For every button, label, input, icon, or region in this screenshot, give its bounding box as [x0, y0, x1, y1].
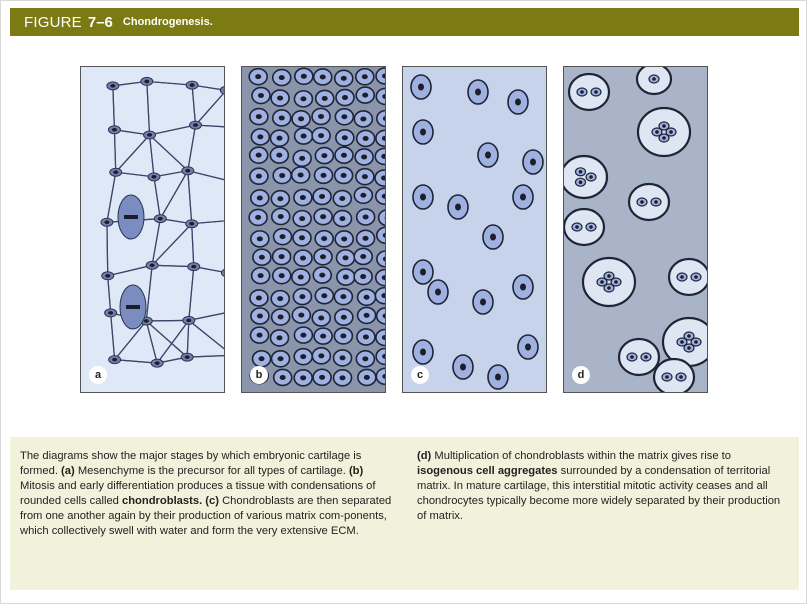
- isogenous-group: [654, 359, 694, 392]
- panel-b-illustration: [242, 67, 385, 392]
- figure-label: FIGURE: [24, 13, 82, 31]
- panel-a-illustration: [81, 67, 224, 392]
- isogenous-group: [569, 74, 609, 110]
- caption-text: surrounded by a condensation of territorial matrix. In mature cartilage, this interstitial mitotic activity ceases and all chondrocytes typically become more widely separated by their production of matrix.: [417, 465, 781, 522]
- isogenous-group: [629, 184, 669, 220]
- panel-c: [402, 66, 547, 393]
- figure-title: Chondrogenesis.: [122, 16, 213, 28]
- caption-text: Mitosis and early differentiation produces a tissue with condensations of rounded cells called: [20, 480, 376, 507]
- panel-b-label: b: [250, 366, 268, 384]
- chondroblast: [379, 210, 385, 226]
- figure-number: 7–6: [87, 13, 113, 31]
- mesenchymal-cell: [220, 86, 224, 94]
- caption-bold: (a): [61, 465, 75, 477]
- isogenous-group: [564, 209, 604, 245]
- caption-bold: (b): [348, 465, 364, 477]
- caption-right-column: [417, 449, 783, 524]
- caption-bold: (c): [205, 495, 219, 507]
- isogenous-group: [619, 339, 659, 375]
- panel-c-illustration: [403, 67, 546, 392]
- panel-a: [80, 66, 225, 393]
- caption-text: Mesenchyme is the precursor for all types of cartilage.: [74, 465, 349, 477]
- panel-d: [563, 66, 708, 393]
- caption-bold: isogenous cell aggregates: [417, 465, 558, 477]
- panel-d-label: d: [572, 366, 590, 384]
- isogenous-group: [638, 108, 690, 156]
- caption-bold: chondroblasts.: [122, 495, 203, 507]
- caption-text: The diagrams show the major stages by which embryonic cartilage is formed.: [20, 450, 362, 477]
- caption-text: Multiplication of chondroblasts within the matrix gives rise to: [431, 450, 732, 462]
- mesenchymal-cell: [221, 269, 224, 277]
- panel-a-label: a: [89, 366, 107, 384]
- panel-c-label: c: [411, 366, 429, 384]
- caption-text: Chondroblasts are then separated from one another again by their production of various matrix com-ponents, which collectively swell with water and form the very extensive ECM.: [20, 495, 392, 537]
- isogenous-group: [583, 258, 635, 306]
- caption-bold: (d): [417, 450, 432, 462]
- caption-left-column: [20, 449, 398, 539]
- panel-b: [241, 66, 386, 393]
- panel-d-illustration: [564, 67, 707, 392]
- figure-caption: [10, 437, 799, 590]
